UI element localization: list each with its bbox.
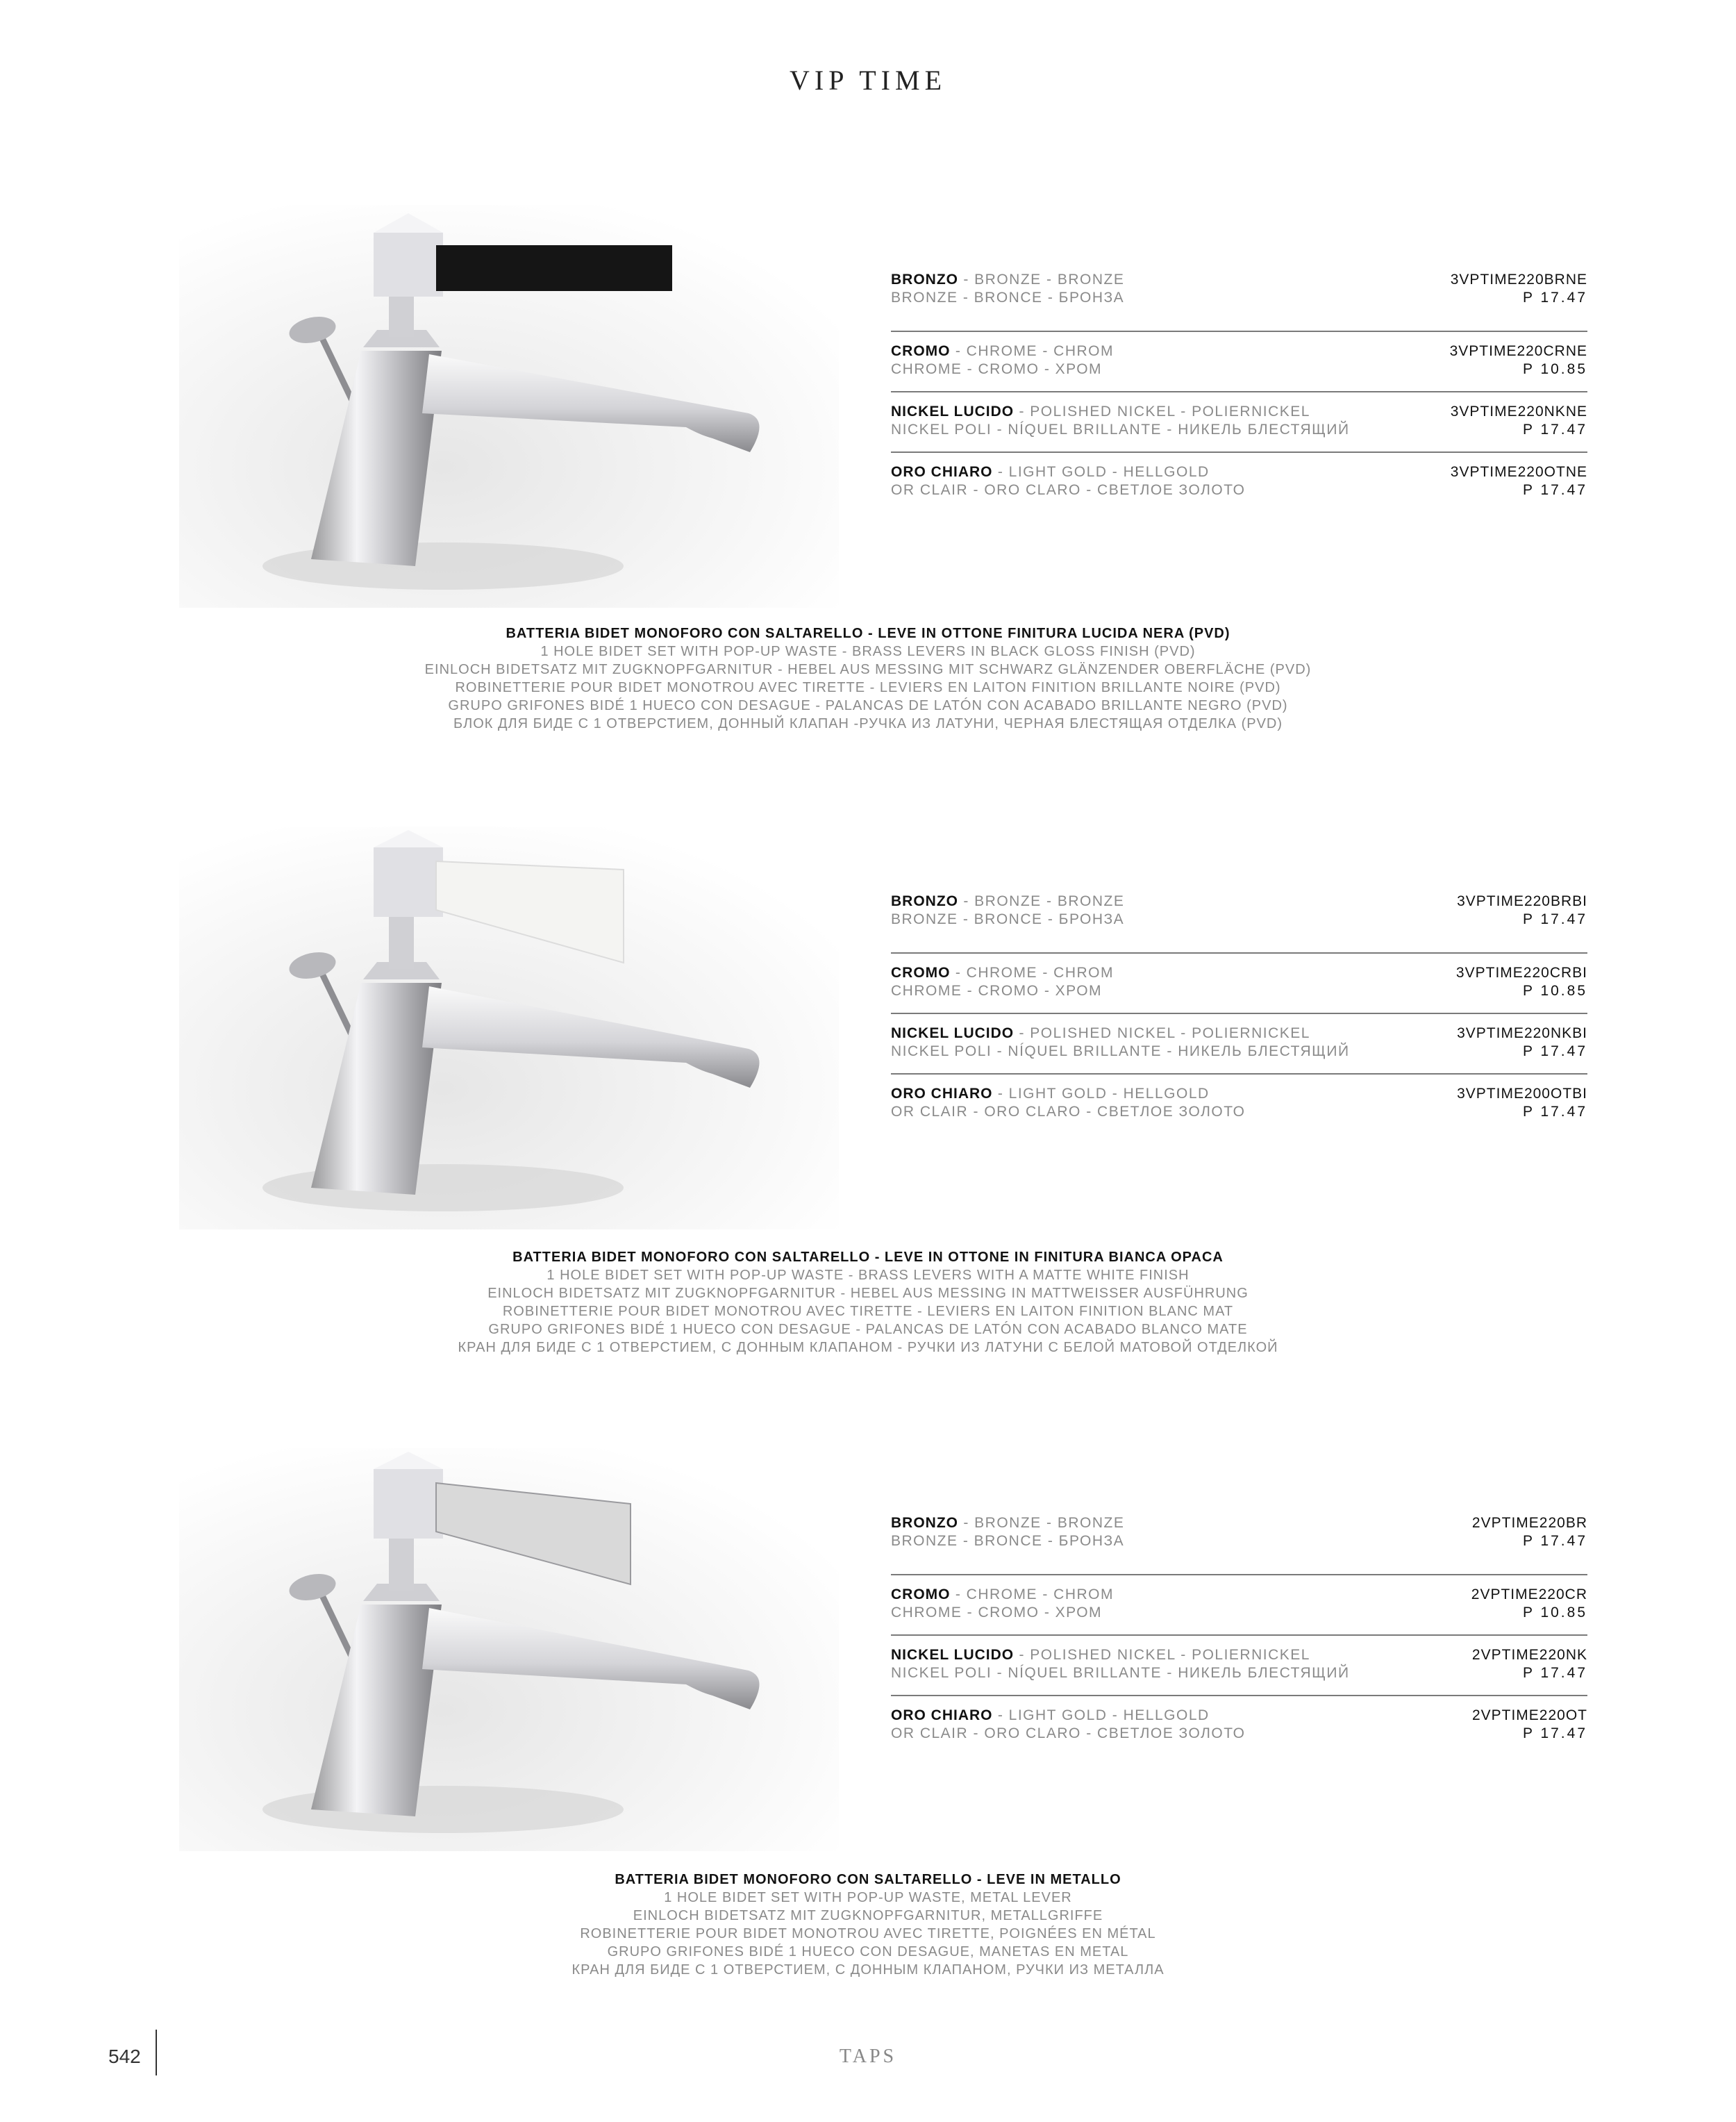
description-line: КРАН ДЛЯ БИДЕ С 1 ОТВЕРСТИЕМ, С ДОННЫМ КЛАПАНОМ, РУЧКИ ИЗ МЕТАЛЛА [571, 1962, 1165, 1978]
finish-row [891, 1075, 1587, 1134]
price: P 17.47 [1522, 1665, 1587, 1681]
finish-name: NICKEL LUCIDO - POLISHED NICKEL - POLIERNICKEL [891, 1647, 1310, 1663]
description-line: GRUPO GRIFONES BIDÉ 1 HUECO CON DESAGUE - PALANCAS DE LATÓN CON ACABADO BRILLANTE NEGRO (PVD) [448, 698, 1288, 713]
product-description [278, 624, 1458, 733]
description-line: 1 HOLE BIDET SET WITH POP-UP WASTE - BRASS LEVERS WITH A MATTE WHITE FINISH [546, 1268, 1190, 1283]
product-code: 3VPTIME220BRNE [1450, 272, 1587, 288]
price: P 17.47 [1522, 1725, 1587, 1741]
product-code: 3VPTIME220NKBI [1457, 1025, 1587, 1041]
product-photo [179, 1448, 839, 1851]
description-line: ROBINETTERIE POUR BIDET MONOTROU AVEC TIRETTE - LEVIERS EN LAITON FINITION BLANC MAT [502, 1304, 1234, 1319]
price: P 17.47 [1522, 1533, 1587, 1549]
finish-translations: OR CLAIR - ORO CLARO - СВЕТЛОЕ ЗОЛОТО [891, 1725, 1246, 1741]
product-code: 3VPTIME220CRNE [1449, 343, 1587, 359]
finish-translations: CHROME - CROMO - ХРОМ [891, 1605, 1103, 1620]
description-line: 1 HOLE BIDET SET WITH POP-UP WASTE, METAL LEVER [664, 1890, 1072, 1905]
finish-row [891, 1636, 1587, 1696]
product-photo [179, 827, 839, 1229]
product-code: 2VPTIME220BR [1471, 1515, 1587, 1531]
finish-translations: OR CLAIR - ORO CLARO - СВЕТЛОЕ ЗОЛОТО [891, 1104, 1246, 1120]
finish-name: BRONZO - BRONZE - BRONZE [891, 1515, 1125, 1531]
price: P 10.85 [1522, 1605, 1587, 1620]
description-title: BATTERIA BIDET MONOFORO CON SALTARELLO - LEVE IN METALLO [615, 1872, 1121, 1887]
price: P 10.85 [1522, 361, 1587, 377]
product-description [278, 1871, 1458, 1979]
finish-row [891, 272, 1587, 332]
finish-name: ORO CHIARO - LIGHT GOLD - HELLGOLD [891, 1086, 1210, 1102]
finish-row [891, 1575, 1587, 1636]
finish-translations: NICKEL POLI - NÍQUEL BRILLANTE - НИКЕЛЬ БЛЕСТЯЩИЙ [891, 1665, 1350, 1681]
finish-name: BRONZO - BRONZE - BRONZE [891, 272, 1125, 288]
product-code: 3VPTIME220BRBI [1457, 893, 1587, 909]
price: P 17.47 [1522, 1043, 1587, 1059]
finish-translations: NICKEL POLI - NÍQUEL BRILLANTE - НИКЕЛЬ БЛЕСТЯЩИЙ [891, 422, 1350, 438]
price: P 10.85 [1522, 983, 1587, 999]
product-code: 2VPTIME220NK [1471, 1647, 1587, 1663]
finish-translations: BRONZE - BRONCE - БРОНЗА [891, 1533, 1125, 1549]
description-line: EINLOCH BIDETSATZ MIT ZUGKNOPFGARNITUR, METALLGRIFFE [633, 1908, 1103, 1923]
product-code: 2VPTIME220OT [1471, 1707, 1587, 1723]
finish-row [891, 1515, 1587, 1575]
section-name: TAPS [839, 2046, 897, 2067]
product-code: 3VPTIME200OTBI [1457, 1086, 1587, 1102]
finish-row [891, 392, 1587, 453]
price: P 17.47 [1522, 482, 1587, 498]
price: P 17.47 [1522, 290, 1587, 306]
description-line: 1 HOLE BIDET SET WITH POP-UP WASTE - BRASS LEVERS IN BLACK GLOSS FINISH (PVD) [540, 644, 1196, 659]
finish-name: ORO CHIARO - LIGHT GOLD - HELLGOLD [891, 1707, 1210, 1723]
finish-translations: BRONZE - BRONCE - БРОНЗА [891, 911, 1125, 927]
price: P 17.47 [1522, 422, 1587, 438]
description-line: КРАН ДЛЯ БИДЕ С 1 ОТВЕРСТИЕМ, С ДОННЫМ КЛАПАНОМ - РУЧКИ ИЗ ЛАТУНИ С БЕЛОЙ МАТОВОЙ ОТДЕЛКОЙ [458, 1340, 1278, 1355]
product-code: 2VPTIME220CR [1471, 1586, 1587, 1602]
finish-row [891, 954, 1587, 1014]
finish-row [891, 453, 1587, 512]
finish-translations: OR CLAIR - ORO CLARO - СВЕТЛОЕ ЗОЛОТО [891, 482, 1246, 498]
description-line: GRUPO GRIFONES BIDÉ 1 HUECO CON DESAGUE - PALANCAS DE LATÓN CON ACABADO BLANCO MATE [488, 1322, 1248, 1337]
product-code: 3VPTIME220NKNE [1450, 404, 1587, 420]
finish-name: NICKEL LUCIDO - POLISHED NICKEL - POLIERNICKEL [891, 404, 1310, 420]
finish-list [891, 1515, 1587, 1755]
description-title: BATTERIA BIDET MONOFORO CON SALTARELLO - LEVE IN OTTONE IN FINITURA BIANCA OPACA [512, 1250, 1224, 1265]
lever-shape [436, 245, 672, 291]
product-white-lever [0, 827, 1736, 1382]
finish-row [891, 893, 1587, 954]
finish-list [891, 893, 1587, 1134]
page-title: VIP TIME [790, 65, 946, 96]
finish-translations: BRONZE - BRONCE - БРОНЗА [891, 290, 1125, 306]
finish-name: NICKEL LUCIDO - POLISHED NICKEL - POLIERNICKEL [891, 1025, 1310, 1041]
product-photo [179, 205, 839, 608]
price: P 17.47 [1522, 911, 1587, 927]
description-line: EINLOCH BIDETSATZ MIT ZUGKNOPFGARNITUR - HEBEL AUS MESSING MIT SCHWARZ GLÄNZENDER OBERFLÄCHE (PVD) [424, 662, 1312, 677]
finish-name: ORO CHIARO - LIGHT GOLD - HELLGOLD [891, 464, 1210, 480]
description-line: ROBINETTERIE POUR BIDET MONOTROU AVEC TIRETTE, POIGNÉES EN MÉTAL [580, 1926, 1156, 1941]
finish-name: CROMO - CHROME - CHROM [891, 1586, 1114, 1602]
description-line: ROBINETTERIE POUR BIDET MONOTROU AVEC TIRETTE - LEVIERS EN LAITON FINITION BRILLANTE NOIRE (PVD) [455, 680, 1281, 695]
finish-translations: CHROME - CROMO - ХРОМ [891, 983, 1103, 999]
description-line: GRUPO GRIFONES BIDÉ 1 HUECO CON DESAGUE, MANETAS EN METAL [607, 1944, 1129, 1959]
finish-name: BRONZO - BRONZE - BRONZE [891, 893, 1125, 909]
finish-row [891, 1696, 1587, 1755]
product-code: 3VPTIME220CRBI [1455, 965, 1587, 981]
product-metal-lever [0, 1448, 1736, 2004]
finish-name: CROMO - CHROME - CHROM [891, 343, 1114, 359]
page-number: 542 [108, 2046, 141, 2067]
product-black-lever [0, 205, 1736, 761]
description-title: BATTERIA BIDET MONOFORO CON SALTARELLO - LEVE IN OTTONE FINITURA LUCIDA NERA (PVD) [506, 626, 1230, 641]
product-description [278, 1248, 1458, 1357]
product-code: 3VPTIME220OTNE [1450, 464, 1587, 480]
finish-row [891, 1014, 1587, 1075]
price: P 17.47 [1522, 1104, 1587, 1120]
finish-row [891, 332, 1587, 392]
description-line: EINLOCH BIDETSATZ MIT ZUGKNOPFGARNITUR - HEBEL AUS MESSING IN MATTWEISSER AUSFÜHRUNG [487, 1286, 1249, 1301]
finish-translations: NICKEL POLI - NÍQUEL BRILLANTE - НИКЕЛЬ БЛЕСТЯЩИЙ [891, 1043, 1350, 1059]
description-line: БЛОК ДЛЯ БИДЕ С 1 ОТВЕРСТИЕМ, ДОННЫЙ КЛАПАН -РУЧКА ИЗ ЛАТУНИ, ЧЕРНАЯ БЛЕСТЯЩАЯ ОТДЕЛКА (PVD) [453, 716, 1283, 731]
finish-list [891, 272, 1587, 512]
finish-translations: CHROME - CROMO - ХРОМ [891, 361, 1103, 377]
finish-name: CROMO - CHROME - CHROM [891, 965, 1114, 981]
